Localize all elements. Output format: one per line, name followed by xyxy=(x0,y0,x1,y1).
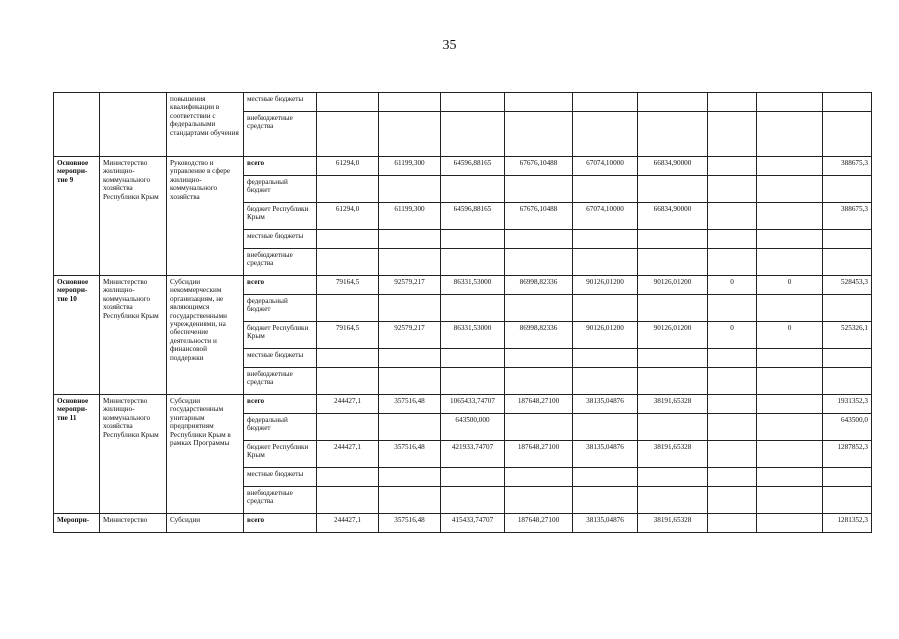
value-cell: 1281352,3 xyxy=(823,514,872,533)
value-cell xyxy=(505,249,573,276)
measure-cell xyxy=(54,93,100,157)
funding-source-cell: всего xyxy=(244,276,317,295)
value-cell xyxy=(379,93,441,112)
value-cell xyxy=(757,157,823,176)
value-cell: 86331,53000 xyxy=(441,322,505,349)
value-cell xyxy=(573,349,638,368)
value-cell xyxy=(757,93,823,112)
value-cell: 66834,90000 xyxy=(638,157,708,176)
funding-source-cell: федеральный бюджет xyxy=(244,414,317,441)
value-cell: 187648,27100 xyxy=(505,441,573,468)
value-cell: 38191,65328 xyxy=(638,514,708,533)
value-cell xyxy=(708,395,757,414)
value-cell xyxy=(823,176,872,203)
value-cell: 90126,01200 xyxy=(573,276,638,295)
value-cell xyxy=(757,203,823,230)
measure-cell: Основное меропри-тие 9 xyxy=(54,157,100,276)
value-cell xyxy=(379,349,441,368)
value-cell: 86998,82336 xyxy=(505,322,573,349)
value-cell: 61294,0 xyxy=(317,203,379,230)
value-cell: 64596,88165 xyxy=(441,157,505,176)
value-cell: 79164,5 xyxy=(317,322,379,349)
value-cell: 421933,74707 xyxy=(441,441,505,468)
value-cell xyxy=(505,349,573,368)
value-cell xyxy=(317,230,379,249)
value-cell: 643500,0 xyxy=(823,414,872,441)
value-cell xyxy=(823,295,872,322)
value-cell: 388675,3 xyxy=(823,203,872,230)
value-cell xyxy=(379,368,441,395)
value-cell xyxy=(573,112,638,157)
value-cell: 38191,65328 xyxy=(638,441,708,468)
value-cell xyxy=(757,414,823,441)
value-cell xyxy=(573,468,638,487)
description-cell: Руководство и управление в сфере жилищно-коммунального хозяйства xyxy=(167,157,244,276)
value-cell xyxy=(638,93,708,112)
value-cell xyxy=(638,249,708,276)
value-cell xyxy=(573,414,638,441)
value-cell xyxy=(708,176,757,203)
value-cell xyxy=(638,368,708,395)
value-cell xyxy=(757,368,823,395)
value-cell: 67074,10000 xyxy=(573,157,638,176)
value-cell xyxy=(757,230,823,249)
value-cell xyxy=(441,176,505,203)
description-cell: Субсидии государственным унитарным предприятиям Республики Крым в рамках Программы xyxy=(167,395,244,514)
value-cell: 67676,10488 xyxy=(505,203,573,230)
table-row xyxy=(54,276,872,295)
value-cell xyxy=(757,176,823,203)
funding-source-cell: местные бюджеты xyxy=(244,468,317,487)
value-cell xyxy=(638,230,708,249)
value-cell xyxy=(708,368,757,395)
executor-cell: Министерство xyxy=(100,514,167,533)
value-cell: 61294,0 xyxy=(317,157,379,176)
value-cell xyxy=(823,93,872,112)
value-cell xyxy=(441,249,505,276)
value-cell xyxy=(638,414,708,441)
funding-source-cell: местные бюджеты xyxy=(244,230,317,249)
value-cell: 1065433,74707 xyxy=(441,395,505,414)
value-cell xyxy=(757,112,823,157)
description-cell: повышения квалификации в соответствии с федеральными стандартами обучения xyxy=(167,93,244,157)
value-cell xyxy=(505,176,573,203)
value-cell: 187648,27100 xyxy=(505,395,573,414)
value-cell xyxy=(573,176,638,203)
value-cell: 357516,48 xyxy=(379,395,441,414)
funding-source-cell: внебюджетные средства xyxy=(244,368,317,395)
value-cell xyxy=(505,93,573,112)
value-cell: 525326,1 xyxy=(823,322,872,349)
value-cell xyxy=(317,112,379,157)
value-cell xyxy=(317,487,379,514)
description-cell: Субсидии xyxy=(167,514,244,533)
value-cell: 244427,1 xyxy=(317,395,379,414)
value-cell xyxy=(757,441,823,468)
value-cell xyxy=(317,93,379,112)
value-cell xyxy=(708,230,757,249)
value-cell xyxy=(708,349,757,368)
value-cell xyxy=(823,349,872,368)
value-cell xyxy=(757,295,823,322)
value-cell: 38135,04876 xyxy=(573,395,638,414)
value-cell xyxy=(708,514,757,533)
value-cell xyxy=(505,368,573,395)
value-cell xyxy=(379,230,441,249)
value-cell xyxy=(505,487,573,514)
value-cell: 61199,300 xyxy=(379,157,441,176)
value-cell xyxy=(505,295,573,322)
funding-source-cell: всего xyxy=(244,157,317,176)
value-cell xyxy=(708,203,757,230)
value-cell xyxy=(505,230,573,249)
executor-cell: Министерство жилищно-коммунального хозяйства Республики Крым xyxy=(100,157,167,276)
value-cell xyxy=(638,176,708,203)
value-cell xyxy=(757,468,823,487)
value-cell: 90126,01200 xyxy=(573,322,638,349)
value-cell xyxy=(823,468,872,487)
value-cell xyxy=(441,93,505,112)
value-cell xyxy=(708,93,757,112)
value-cell xyxy=(441,468,505,487)
value-cell xyxy=(379,112,441,157)
funding-source-cell: бюджет Республики Крым xyxy=(244,322,317,349)
value-cell xyxy=(441,230,505,249)
funding-source-cell: всего xyxy=(244,514,317,533)
value-cell xyxy=(757,349,823,368)
value-cell xyxy=(317,368,379,395)
value-cell: 0 xyxy=(757,276,823,295)
value-cell: 92579,217 xyxy=(379,322,441,349)
value-cell: 61199,300 xyxy=(379,203,441,230)
value-cell: 0 xyxy=(708,276,757,295)
value-cell xyxy=(823,230,872,249)
value-cell: 244427,1 xyxy=(317,514,379,533)
value-cell xyxy=(757,249,823,276)
value-cell xyxy=(638,295,708,322)
value-cell: 1931352,3 xyxy=(823,395,872,414)
value-cell xyxy=(708,441,757,468)
value-cell xyxy=(638,349,708,368)
funding-source-cell: федеральный бюджет xyxy=(244,295,317,322)
value-cell xyxy=(573,487,638,514)
value-cell xyxy=(573,368,638,395)
funding-source-cell: федеральный бюджет xyxy=(244,176,317,203)
value-cell: 0 xyxy=(708,322,757,349)
value-cell xyxy=(708,112,757,157)
value-cell xyxy=(638,112,708,157)
value-cell xyxy=(823,368,872,395)
value-cell xyxy=(505,468,573,487)
value-cell xyxy=(823,487,872,514)
value-cell xyxy=(708,249,757,276)
value-cell xyxy=(823,249,872,276)
value-cell xyxy=(505,414,573,441)
value-cell xyxy=(708,468,757,487)
value-cell xyxy=(573,93,638,112)
value-cell: 388675,3 xyxy=(823,157,872,176)
value-cell: 67074,10000 xyxy=(573,203,638,230)
value-cell xyxy=(317,176,379,203)
budget-table xyxy=(53,92,872,533)
value-cell: 66834,90000 xyxy=(638,203,708,230)
value-cell xyxy=(317,249,379,276)
value-cell xyxy=(441,368,505,395)
funding-source-cell: внебюджетные средства xyxy=(244,487,317,514)
value-cell: 357516,48 xyxy=(379,514,441,533)
table-row xyxy=(54,395,872,414)
value-cell xyxy=(379,414,441,441)
table-row xyxy=(54,514,872,533)
value-cell xyxy=(441,349,505,368)
value-cell: 38191,65328 xyxy=(638,395,708,414)
value-cell: 0 xyxy=(757,322,823,349)
value-cell xyxy=(638,487,708,514)
value-cell xyxy=(317,414,379,441)
value-cell xyxy=(317,295,379,322)
measure-cell: Основное меропри-тие 11 xyxy=(54,395,100,514)
executor-cell xyxy=(100,93,167,157)
value-cell xyxy=(441,487,505,514)
value-cell: 244427,1 xyxy=(317,441,379,468)
value-cell xyxy=(441,112,505,157)
value-cell xyxy=(317,468,379,487)
funding-source-cell: внебюджетные средства xyxy=(244,112,317,157)
value-cell xyxy=(638,468,708,487)
value-cell: 90126,01200 xyxy=(638,322,708,349)
value-cell xyxy=(708,487,757,514)
value-cell xyxy=(379,249,441,276)
funding-source-cell: бюджет Республики Крым xyxy=(244,441,317,468)
value-cell xyxy=(379,295,441,322)
value-cell: 187648,27100 xyxy=(505,514,573,533)
funding-source-cell: бюджет Республики Крым xyxy=(244,203,317,230)
value-cell: 64596,88165 xyxy=(441,203,505,230)
value-cell xyxy=(505,112,573,157)
measure-cell: Меропри- xyxy=(54,514,100,533)
value-cell: 92579,217 xyxy=(379,276,441,295)
value-cell xyxy=(573,230,638,249)
value-cell: 86331,53000 xyxy=(441,276,505,295)
value-cell xyxy=(573,249,638,276)
value-cell: 643500,000 xyxy=(441,414,505,441)
executor-cell: Министерство жилищно-коммунального хозяйства Республики Крым xyxy=(100,395,167,514)
value-cell xyxy=(379,487,441,514)
value-cell xyxy=(317,349,379,368)
value-cell xyxy=(757,514,823,533)
value-cell xyxy=(708,414,757,441)
funding-source-cell: местные бюджеты xyxy=(244,349,317,368)
value-cell xyxy=(757,395,823,414)
value-cell: 90126,01200 xyxy=(638,276,708,295)
value-cell: 67676,10488 xyxy=(505,157,573,176)
value-cell xyxy=(573,295,638,322)
executor-cell: Министерство жилищно-коммунального хозяйства Республики Крым xyxy=(100,276,167,395)
table-row xyxy=(54,93,872,112)
measure-cell: Основное меропри-тие 10 xyxy=(54,276,100,395)
funding-source-cell: всего xyxy=(244,395,317,414)
page-number: 35 xyxy=(442,38,457,53)
table-row xyxy=(54,157,872,176)
value-cell xyxy=(379,468,441,487)
funding-source-cell: местные бюджеты xyxy=(244,93,317,112)
value-cell: 528453,3 xyxy=(823,276,872,295)
value-cell: 38135,04876 xyxy=(573,514,638,533)
value-cell: 79164,5 xyxy=(317,276,379,295)
value-cell: 86998,82336 xyxy=(505,276,573,295)
value-cell: 357516,48 xyxy=(379,441,441,468)
funding-source-cell: внебюджетные средства xyxy=(244,249,317,276)
value-cell xyxy=(823,112,872,157)
value-cell xyxy=(379,176,441,203)
value-cell xyxy=(757,487,823,514)
value-cell: 1287852,3 xyxy=(823,441,872,468)
description-cell: Субсидии некоммерческим организациям, не являющимся государственными учреждениями, на обеспечение деятельности и финансовой поддержки xyxy=(167,276,244,395)
value-cell: 38135,04876 xyxy=(573,441,638,468)
value-cell xyxy=(441,295,505,322)
value-cell: 415433,74707 xyxy=(441,514,505,533)
value-cell xyxy=(708,295,757,322)
value-cell xyxy=(708,157,757,176)
